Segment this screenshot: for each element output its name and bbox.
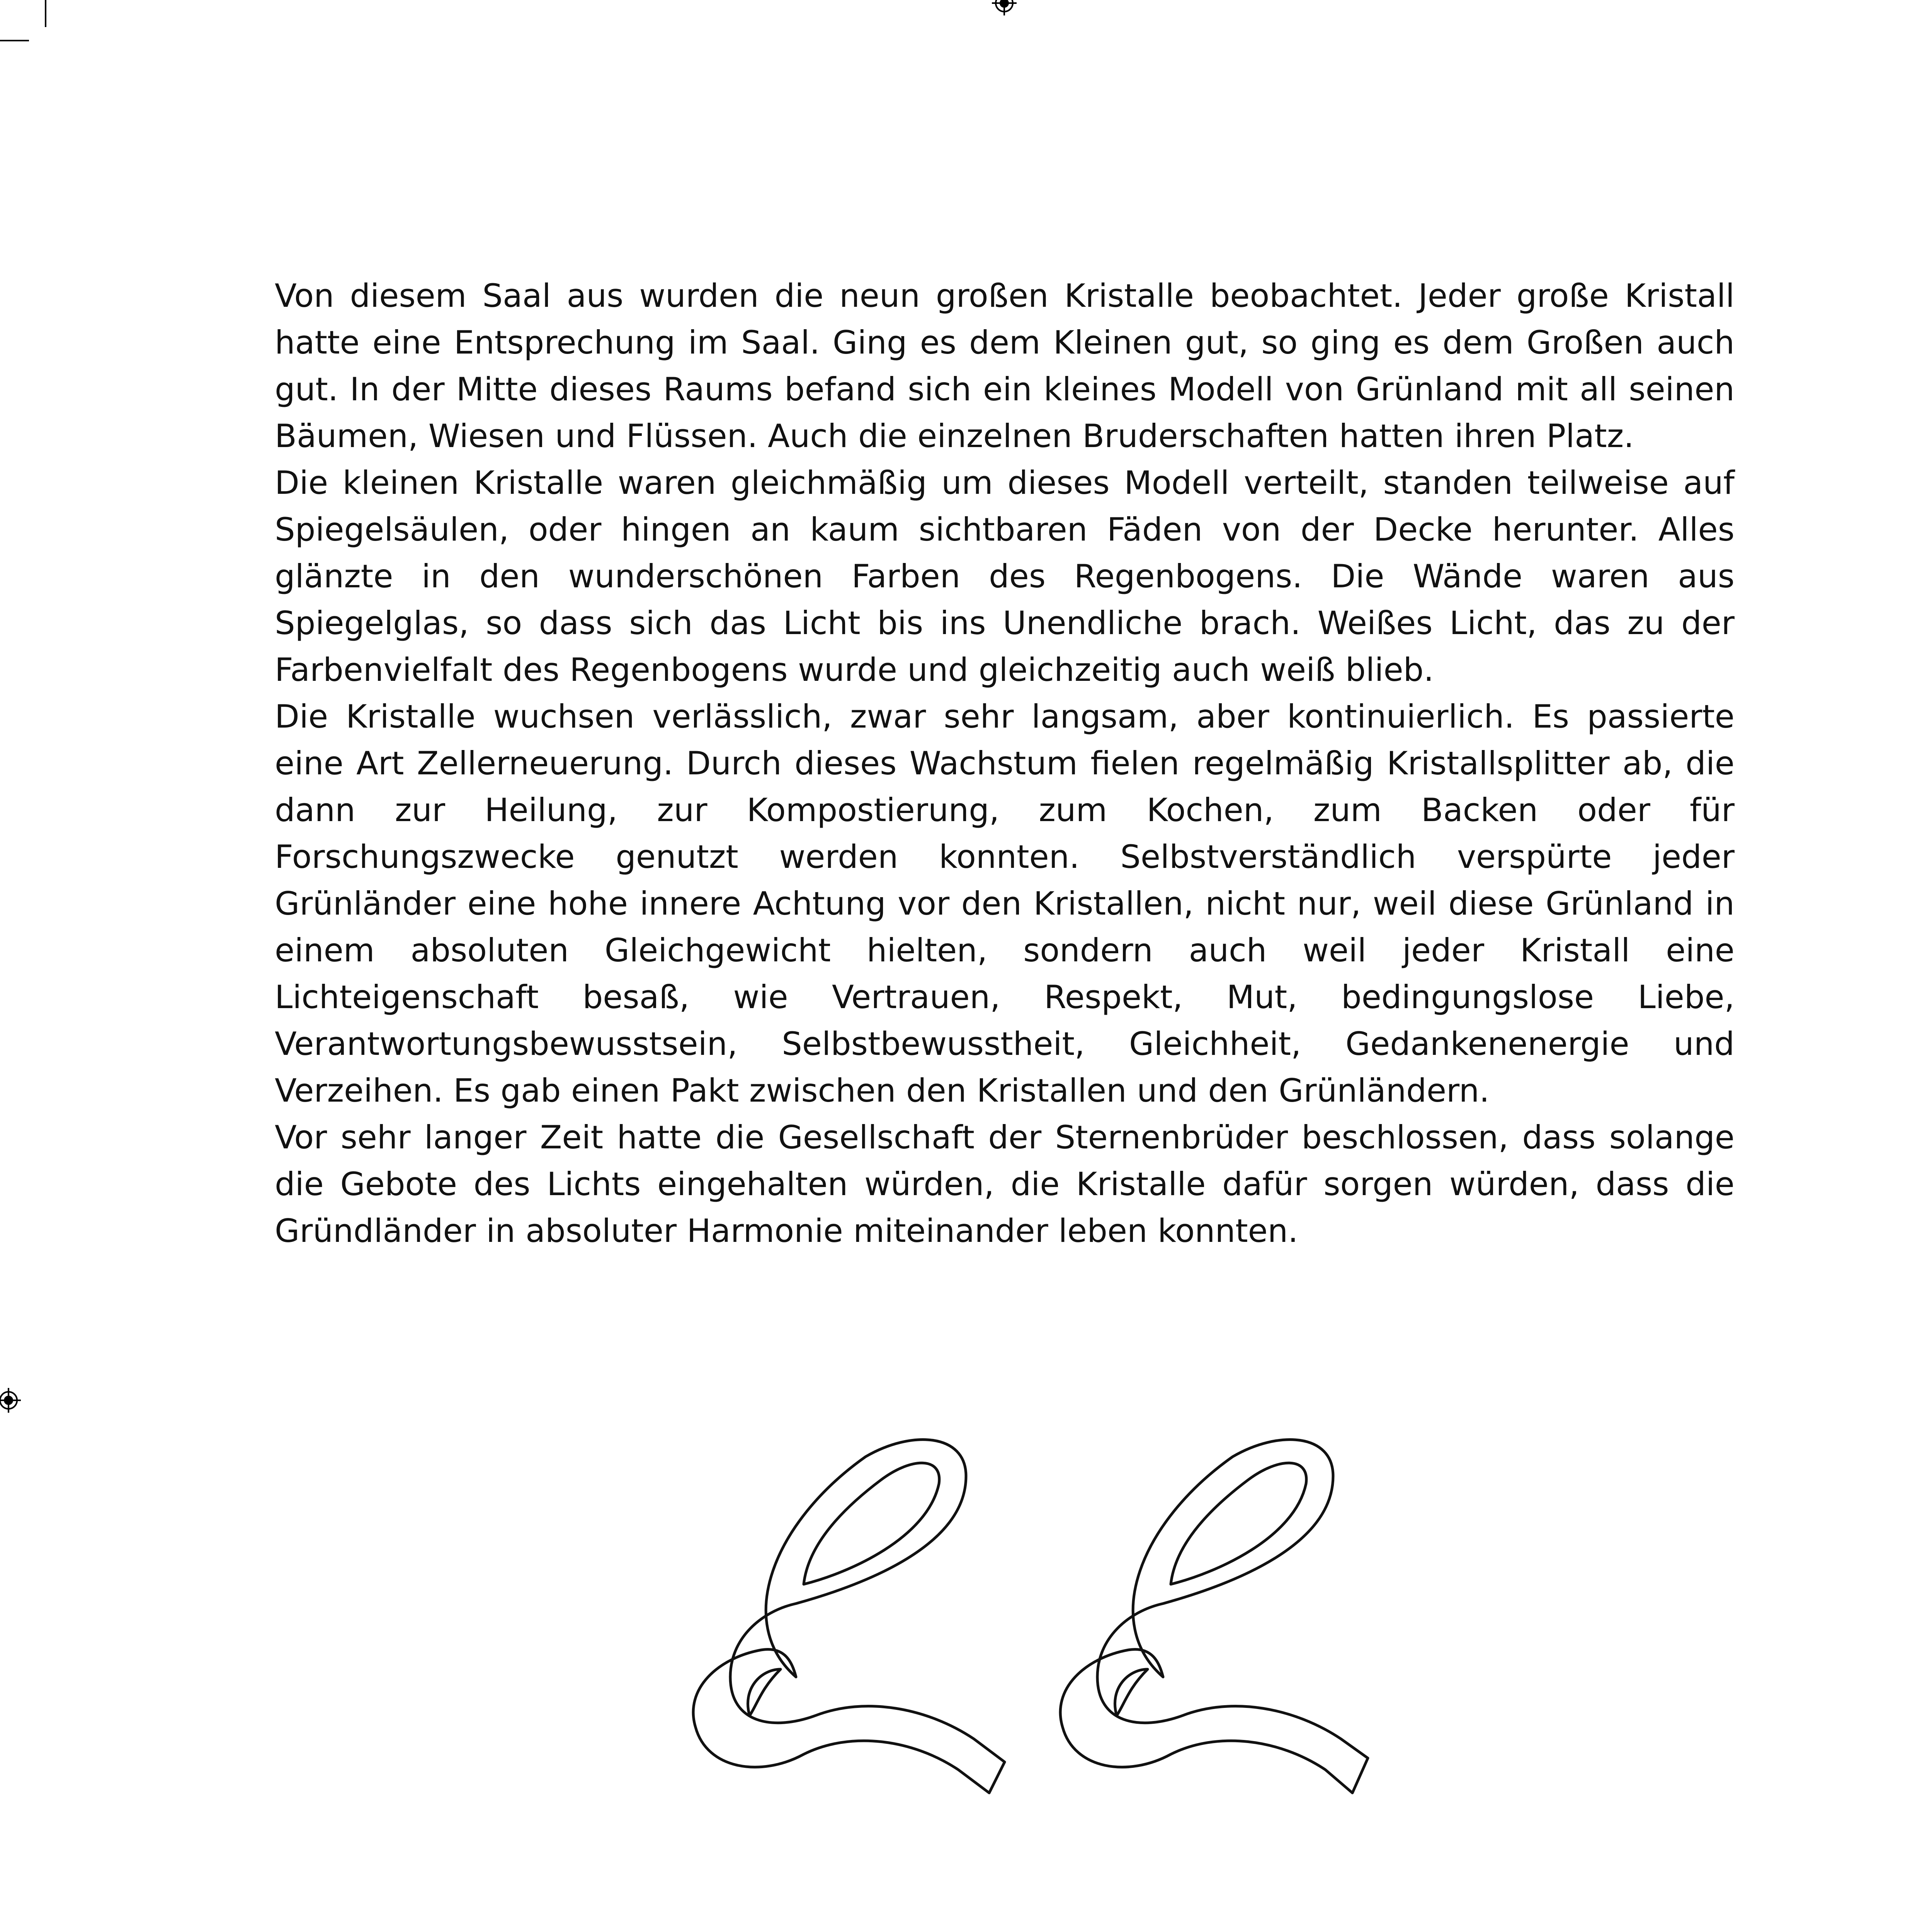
chapter-ornament-icon	[634, 1422, 1376, 1839]
registration-mark-icon	[992, 0, 1017, 15]
paragraph: Vor sehr langer Zeit hatte die Gesellschaft der Sternenbrüder beschlossen, dass solange die Gebote des Lichts eingehalten würden, die Kristalle dafür sorgen würden, dass die Gründländer in absoluter Harmonie miteinander leben konnten.	[275, 1119, 1735, 1250]
body-text-top	[275, 272, 1735, 1254]
paragraph: Die kleinen Kristalle waren gleichmäßig um dieses Modell verteilt, standen teilweise auf Spiegelsäulen, oder hingen an kaum sichtbaren Fäden von der Decke herunter. Alles glänzte in den wunderschönen Farben des Regenbogens. Die Wände waren aus Spiegelglas, so dass sich das Licht bis ins Unendliche brach. Weißes Licht, das zu der Farbenvielfalt des Regenbogens wurde und gleichzeitig auch weiß blieb.	[275, 464, 1735, 689]
paragraph: Von diesem Saal aus wurden die neun großen Kristalle beobachtet. Jeder große Kristall hatte eine Entsprechung im Saal. Ging es dem Kleinen gut, so ging es dem Großen auch gut. In der Mitte dieses Raums befand sich ein kleines Modell von Grünland mit all seinen Bäumen, Wiesen und Flüssen. Auch die einzelnen Bruderschaften hatten ihren Platz.	[275, 277, 1735, 455]
registration-mark-icon	[0, 1388, 21, 1413]
paragraph: Die Kristalle wuchsen verlässlich, zwar sehr langsam, aber kontinuierlich. Es passierte eine Art Zellerneuerung. Durch dieses Wachstum fielen regelmäßig Kristallsplitter ab, die dann zur Heilung, zur Kompostierung, zum Kochen, zum Backen oder für Forschungszwecke genutzt werden konnten. Selbstverständlich verspürte jeder Grünländer eine hohe innere Achtung vor den Kristallen, nicht nur, weil diese Grünland in einem absoluten Gleichgewicht hielten, sondern auch weil jeder Kristall eine Lichteigenschaft besaß, wie Vertrauen, Respekt, Mut, bedingungslose Liebe, Verantwortungsbewusstsein, Selbstbewusstheit, Gleichheit, Gedankenenergie und Verzeihen. Es gab einen Pakt zwischen den Kristallen und den Grünländern.	[275, 698, 1735, 1109]
